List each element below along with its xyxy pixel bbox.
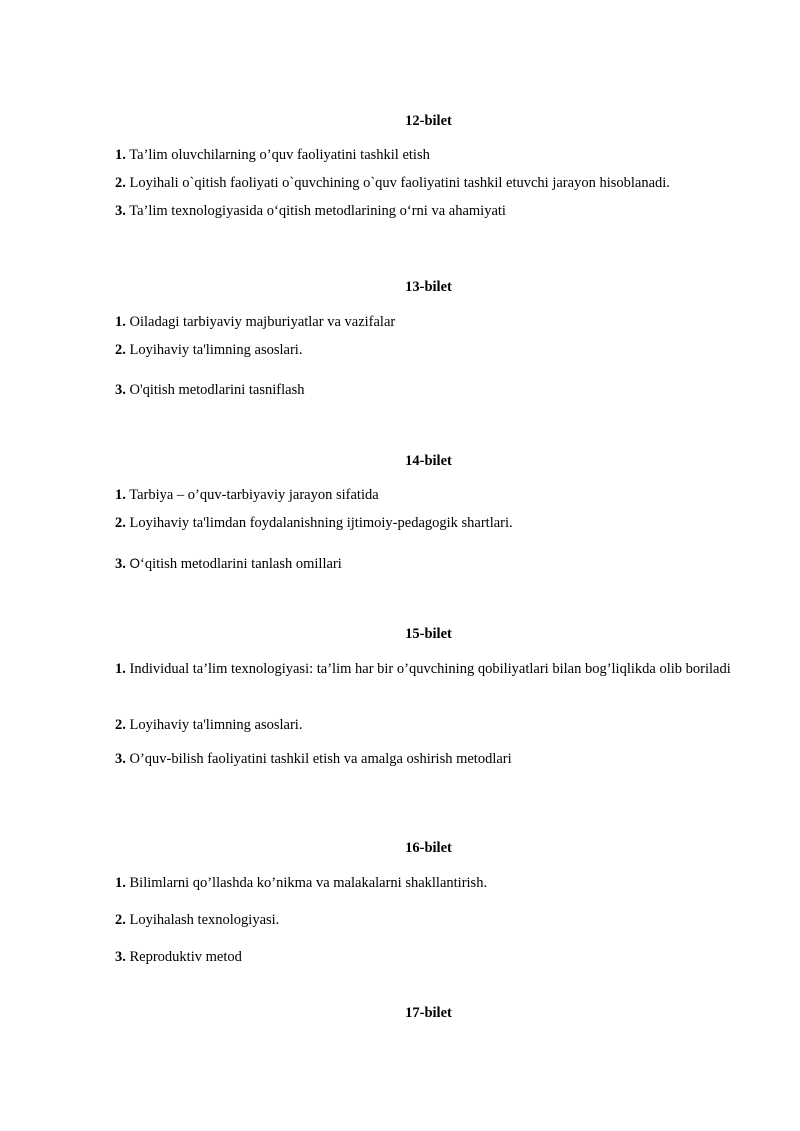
ticket-title: 16-bilet — [405, 840, 452, 856]
ticket-title: 13-bilet — [405, 279, 452, 295]
question-item — [115, 947, 742, 967]
question-text: Reproduktiv metod — [125, 949, 242, 965]
question-text: Loyihali o`qitish faoliyati o`quvchining o`quv faoliyatini tashkil etuvchi jarayon hisoblanadi. — [125, 175, 670, 191]
question-number: 2. — [115, 912, 126, 928]
question-number: 2. — [115, 342, 126, 358]
question-item — [115, 201, 742, 221]
question-number: 2. — [115, 515, 126, 531]
question-text: Tarbiya – o’quv-tarbiyaviy jarayon sifatida — [125, 487, 379, 503]
question-item — [115, 312, 742, 332]
question-number: 1. — [115, 661, 126, 677]
question-item — [115, 513, 742, 533]
question-text: Loyihaviy ta'limning asoslari. — [125, 342, 303, 358]
question-item — [115, 380, 742, 400]
question-number: 1. — [115, 487, 126, 503]
question-number: 3. — [115, 949, 126, 965]
question-item — [115, 145, 742, 165]
question-text: Loyihaviy ta'limning asoslari. — [125, 717, 303, 733]
question-number: 1. — [115, 314, 126, 330]
question-item — [115, 873, 742, 893]
question-number: 3. — [115, 751, 126, 767]
question-lead-letter: O — [129, 556, 141, 571]
question-text: O'qitish metodlarini tasniflash — [125, 382, 305, 398]
question-item — [115, 749, 742, 769]
question-item — [115, 910, 742, 930]
question-text: Ta’lim oluvchilarning o’quv faoliyatini tashkil etish — [125, 147, 430, 163]
question-number: 2. — [115, 717, 126, 733]
question-text: Loyihalash texnologiyasi. — [125, 912, 280, 928]
ticket-title: 15-bilet — [405, 626, 452, 642]
question-text: Bilimlarni qo’llashda ko’nikma va malakalarni shakllantirish. — [125, 875, 488, 891]
question-text: Individual ta’lim texnologiyasi: ta’lim har bir o’quvchining qobiliyatlari bilan bog’liqlikda olib boriladi — [125, 661, 731, 677]
question-item — [115, 340, 742, 360]
question-text: Oiladagi tarbiyaviy majburiyatlar va vazifalar — [125, 314, 396, 330]
question-number: 2. — [115, 175, 126, 191]
question-text: ʻqitish metodlarini tanlash omillari — [140, 556, 342, 572]
question-text: O’quv-bilish faoliyatini tashkil etish va amalga oshirish metodlari — [125, 751, 512, 767]
question-item — [115, 659, 742, 679]
question-number: 1. — [115, 147, 126, 163]
ticket-title: 12-bilet — [405, 113, 452, 129]
question-text: Ta’lim texnologiyasida oʻqitish metodlarining oʻrni va ahamiyati — [125, 203, 506, 219]
question-number: 1. — [115, 875, 126, 891]
ticket-title: 14-bilet — [405, 453, 452, 469]
question-item — [115, 715, 742, 735]
document-page — [115, 0, 742, 1131]
question-item — [115, 554, 742, 574]
question-number: 3. — [115, 203, 126, 219]
question-item — [115, 173, 742, 193]
question-text: Loyihaviy ta'limdan foydalanishning ijtimoiy-pedagogik shartlari. — [125, 515, 513, 531]
question-item — [115, 485, 742, 505]
question-number: 3. — [115, 382, 126, 398]
ticket-title: 17-bilet — [405, 1005, 452, 1021]
question-number: 3. — [115, 556, 126, 572]
